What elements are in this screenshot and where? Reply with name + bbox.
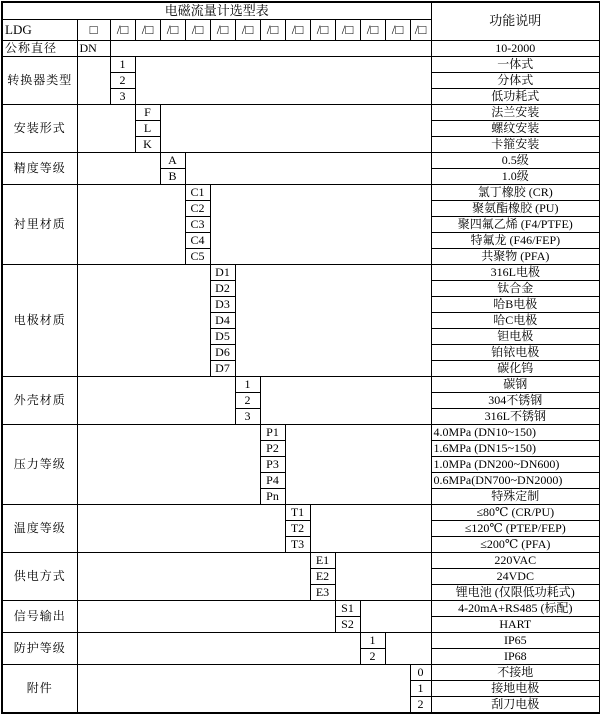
category-cell: 附件 bbox=[2, 665, 77, 714]
spacer-cell bbox=[77, 505, 285, 553]
option-row bbox=[2, 105, 600, 121]
code-cell: 2 bbox=[235, 393, 260, 409]
spacer-cell bbox=[77, 601, 335, 633]
code-cell: 3 bbox=[235, 409, 260, 425]
description-cell: 220VAC bbox=[431, 553, 600, 569]
code-cell: D6 bbox=[210, 345, 235, 361]
code-cell: 2 bbox=[410, 697, 431, 714]
description-cell: 碳化钨 bbox=[431, 361, 600, 377]
spacer-cell bbox=[185, 153, 431, 185]
code-cell: DN bbox=[77, 41, 110, 57]
description-cell: 10-2000 bbox=[431, 41, 600, 57]
code-cell: P3 bbox=[260, 457, 285, 473]
description-cell: 特殊定制 bbox=[431, 489, 600, 505]
code-cell: Pn bbox=[260, 489, 285, 505]
description-cell: 聚氨酯橡胶 (PU) bbox=[431, 201, 600, 217]
description-cell: 卡箍安装 bbox=[431, 137, 600, 153]
model-code-slot: /□ bbox=[360, 20, 385, 41]
model-code-slot: /□ bbox=[110, 20, 135, 41]
description-cell: 不接地 bbox=[431, 665, 600, 681]
code-cell: T3 bbox=[285, 537, 310, 553]
code-cell: P1 bbox=[260, 425, 285, 441]
description-cell: 哈C电极 bbox=[431, 313, 600, 329]
code-cell: T2 bbox=[285, 521, 310, 537]
spacer-cell bbox=[160, 105, 431, 153]
spacer-cell bbox=[77, 57, 110, 105]
model-code-box: □ bbox=[77, 20, 110, 41]
code-cell: F bbox=[135, 105, 160, 121]
description-cell: 特氟龙 (F46/FEP) bbox=[431, 233, 600, 249]
description-cell: 1.6MPa (DN15~150) bbox=[431, 441, 600, 457]
description-cell: IP68 bbox=[431, 649, 600, 665]
option-row bbox=[2, 553, 600, 569]
description-cell: 304不锈钢 bbox=[431, 393, 600, 409]
description-cell: 0.5级 bbox=[431, 153, 600, 169]
code-cell: 2 bbox=[360, 649, 385, 665]
category-cell: 衬里材质 bbox=[2, 185, 77, 265]
category-cell: 外壳材质 bbox=[2, 377, 77, 425]
code-cell: D3 bbox=[210, 297, 235, 313]
option-row bbox=[2, 377, 600, 393]
code-cell: D2 bbox=[210, 281, 235, 297]
option-row bbox=[2, 665, 600, 681]
category-cell: 电极材质 bbox=[2, 265, 77, 377]
code-cell: 1 bbox=[410, 681, 431, 697]
spacer-cell bbox=[77, 425, 260, 505]
category-cell: 温度等级 bbox=[2, 505, 77, 553]
model-code-slot: /□ bbox=[135, 20, 160, 41]
option-row bbox=[2, 425, 600, 441]
description-cell: 1.0级 bbox=[431, 169, 600, 185]
description-cell: 低功耗式 bbox=[431, 89, 600, 105]
spacer-cell bbox=[77, 377, 235, 425]
category-cell: 转换器类型 bbox=[2, 57, 77, 105]
description-cell: 聚四氟乙烯 (F4/PTFE) bbox=[431, 217, 600, 233]
code-cell: E3 bbox=[310, 585, 335, 601]
description-cell: 24VDC bbox=[431, 569, 600, 585]
spacer-cell bbox=[77, 185, 185, 265]
code-cell: 1 bbox=[360, 633, 385, 649]
selection-table bbox=[1, 1, 600, 714]
description-cell: 碳钢 bbox=[431, 377, 600, 393]
model-prefix: LDG bbox=[2, 20, 77, 41]
code-cell: D5 bbox=[210, 329, 235, 345]
spacer-cell bbox=[110, 41, 431, 57]
option-row bbox=[2, 633, 600, 649]
option-row bbox=[2, 601, 600, 617]
spacer-cell bbox=[385, 633, 431, 665]
model-code-slot: /□ bbox=[210, 20, 235, 41]
code-cell: 3 bbox=[110, 89, 135, 105]
spacer-cell bbox=[77, 665, 410, 714]
code-cell: P2 bbox=[260, 441, 285, 457]
description-cell: IP65 bbox=[431, 633, 600, 649]
description-cell: 共聚物 (PFA) bbox=[431, 249, 600, 265]
code-cell: D1 bbox=[210, 265, 235, 281]
description-cell: 锂电池 (仅限低功耗式) bbox=[431, 585, 600, 601]
code-cell: 1 bbox=[110, 57, 135, 73]
model-code-slot: /□ bbox=[310, 20, 335, 41]
description-cell: 分体式 bbox=[431, 73, 600, 89]
spacer-cell bbox=[285, 425, 431, 505]
description-cell: HART bbox=[431, 617, 600, 633]
model-code-slot: /□ bbox=[185, 20, 210, 41]
code-cell: C5 bbox=[185, 249, 210, 265]
option-row bbox=[2, 185, 600, 201]
option-row bbox=[2, 153, 600, 169]
category-cell: 信号输出 bbox=[2, 601, 77, 633]
code-cell: 0 bbox=[410, 665, 431, 681]
model-code-slot: /□ bbox=[260, 20, 285, 41]
function-header: 功能说明 bbox=[431, 2, 600, 41]
code-cell: B bbox=[160, 169, 185, 185]
model-code-slot: /□ bbox=[335, 20, 360, 41]
model-code-slot: /□ bbox=[235, 20, 260, 41]
description-cell: ≤200℃ (PFA) bbox=[431, 537, 600, 553]
spacer-cell bbox=[360, 601, 431, 633]
code-cell: S2 bbox=[335, 617, 360, 633]
spacer-cell bbox=[310, 505, 431, 553]
description-cell: 4-20mA+RS485 (标配) bbox=[431, 601, 600, 617]
category-cell: 压力等级 bbox=[2, 425, 77, 505]
description-cell: 铂铱电极 bbox=[431, 345, 600, 361]
spacer-cell bbox=[260, 377, 431, 425]
code-cell: 1 bbox=[235, 377, 260, 393]
code-cell: E1 bbox=[310, 553, 335, 569]
code-cell: T1 bbox=[285, 505, 310, 521]
description-cell: 氯丁橡胶 (CR) bbox=[431, 185, 600, 201]
spacer-cell bbox=[335, 553, 431, 601]
description-cell: 钽电极 bbox=[431, 329, 600, 345]
description-cell: 螺纹安装 bbox=[431, 121, 600, 137]
description-cell: 1.0MPa (DN200~DN600) bbox=[431, 457, 600, 473]
category-cell: 防护等级 bbox=[2, 633, 77, 665]
model-code-slot: /□ bbox=[285, 20, 310, 41]
option-row bbox=[2, 265, 600, 281]
code-cell: E2 bbox=[310, 569, 335, 585]
description-cell: 钛合金 bbox=[431, 281, 600, 297]
code-cell: C4 bbox=[185, 233, 210, 249]
spacer-cell bbox=[235, 265, 431, 377]
spacer-cell bbox=[77, 633, 360, 665]
code-cell: D4 bbox=[210, 313, 235, 329]
code-cell: S1 bbox=[335, 601, 360, 617]
description-cell: 一体式 bbox=[431, 57, 600, 73]
model-code-slot: /□ bbox=[410, 20, 431, 41]
category-cell: 供电方式 bbox=[2, 553, 77, 601]
description-cell: ≤80℃ (CR/PU) bbox=[431, 505, 600, 521]
code-cell: A bbox=[160, 153, 185, 169]
table-title: 电磁流量计选型表 bbox=[2, 2, 431, 20]
description-cell: 316L不锈钢 bbox=[431, 409, 600, 425]
code-cell: K bbox=[135, 137, 160, 153]
spacer-cell bbox=[77, 265, 210, 377]
spacer-cell bbox=[77, 153, 160, 185]
spacer-cell bbox=[210, 185, 431, 265]
description-cell: ≤120℃ (PTEP/FEP) bbox=[431, 521, 600, 537]
option-row bbox=[2, 505, 600, 521]
code-cell: C2 bbox=[185, 201, 210, 217]
description-cell: 接地电极 bbox=[431, 681, 600, 697]
option-row bbox=[2, 41, 600, 57]
spacer-cell bbox=[77, 105, 135, 153]
code-cell: 2 bbox=[110, 73, 135, 89]
code-cell: P4 bbox=[260, 473, 285, 489]
category-cell: 安装形式 bbox=[2, 105, 77, 153]
spacer-cell bbox=[135, 57, 431, 105]
description-cell: 哈B电极 bbox=[431, 297, 600, 313]
code-cell: L bbox=[135, 121, 160, 137]
spacer-cell bbox=[77, 553, 310, 601]
category-cell: 公称直径 bbox=[2, 41, 77, 57]
title-row bbox=[2, 2, 600, 20]
description-cell: 0.6MPa(DN700~DN2000) bbox=[431, 473, 600, 489]
model-code-slot: /□ bbox=[160, 20, 185, 41]
category-cell: 精度等级 bbox=[2, 153, 77, 185]
description-cell: 4.0MPa (DN10~150) bbox=[431, 425, 600, 441]
model-code-slot: /□ bbox=[385, 20, 410, 41]
code-cell: D7 bbox=[210, 361, 235, 377]
description-cell: 刮刀电极 bbox=[431, 697, 600, 714]
description-cell: 316L电极 bbox=[431, 265, 600, 281]
code-cell: C3 bbox=[185, 217, 210, 233]
code-cell: C1 bbox=[185, 185, 210, 201]
description-cell: 法兰安装 bbox=[431, 105, 600, 121]
option-row bbox=[2, 57, 600, 73]
